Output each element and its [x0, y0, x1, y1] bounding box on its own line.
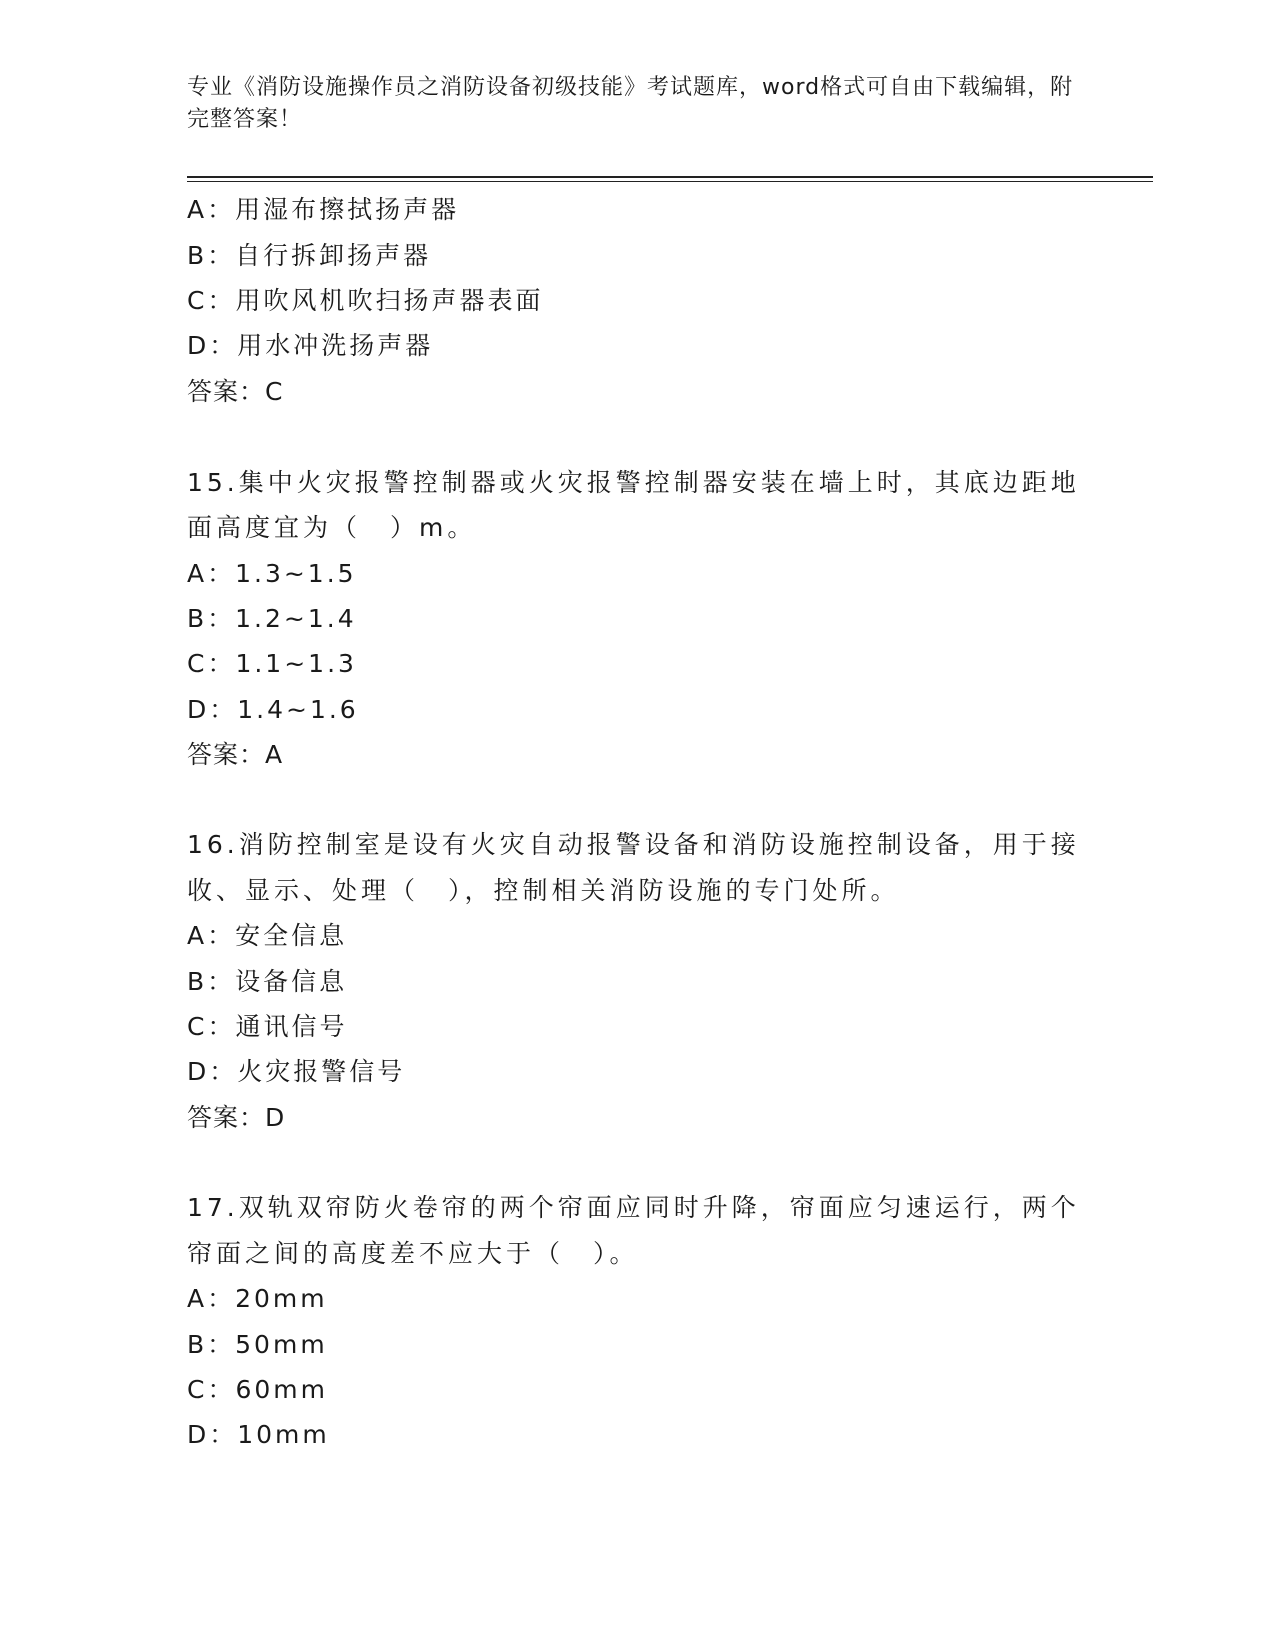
- q14-option-b: B：自行拆卸扬声器: [187, 241, 432, 270]
- q16-option-c: C：通讯信号: [187, 1012, 348, 1041]
- q14-option-a: A：用湿布擦拭扬声器: [187, 195, 460, 224]
- q14-option-d: D：用水冲洗扬声器: [187, 331, 434, 360]
- q14-answer: 答案：C: [187, 377, 284, 406]
- q16-answer: 答案：D: [187, 1103, 286, 1132]
- header-divider: [187, 176, 1153, 178]
- q15-option-c: C：1.1~1.3: [187, 649, 357, 678]
- q15-answer: 答案：A: [187, 740, 284, 769]
- q15-option-d: D：1.4~1.6: [187, 695, 359, 724]
- q15-question-line2: 面高度宜为（ ）m。: [187, 513, 477, 542]
- q16-option-d: D：火灾报警信号: [187, 1057, 406, 1086]
- q15-option-b: B：1.2~1.4: [187, 604, 357, 633]
- document-header: 专业《消防设施操作员之消防设备初级技能》考试题库，word格式可自由下载编辑，附完整答案！: [187, 75, 1074, 132]
- q17-option-a: A：20mm: [187, 1284, 328, 1313]
- q17-question-line1: 17.双轨双帘防火卷帘的两个帘面应同时升降，帘面应匀速运行，两个: [187, 1193, 1080, 1222]
- q16-option-a: A：安全信息: [187, 921, 348, 950]
- header-divider-thin: [187, 181, 1153, 182]
- q14-option-c: C：用吹风机吹扫扬声器表面: [187, 286, 544, 315]
- q17-option-b: B：50mm: [187, 1330, 328, 1359]
- q15-question-line1: 15.集中火灾报警控制器或火灾报警控制器安装在墙上时，其底边距地: [187, 468, 1080, 497]
- q17-question-line2: 帘面之间的高度差不应大于（ ）。: [187, 1239, 639, 1268]
- q16-option-b: B：设备信息: [187, 967, 348, 996]
- q16-question-line2: 收、显示、处理（ ），控制相关消防设施的专门处所。: [187, 876, 900, 905]
- q15-option-a: A：1.3~1.5: [187, 559, 357, 588]
- q17-option-d: D：10mm: [187, 1420, 330, 1449]
- q17-option-c: C：60mm: [187, 1375, 328, 1404]
- q16-question-line1: 16.消防控制室是设有火灾自动报警设备和消防设施控制设备，用于接: [187, 830, 1080, 859]
